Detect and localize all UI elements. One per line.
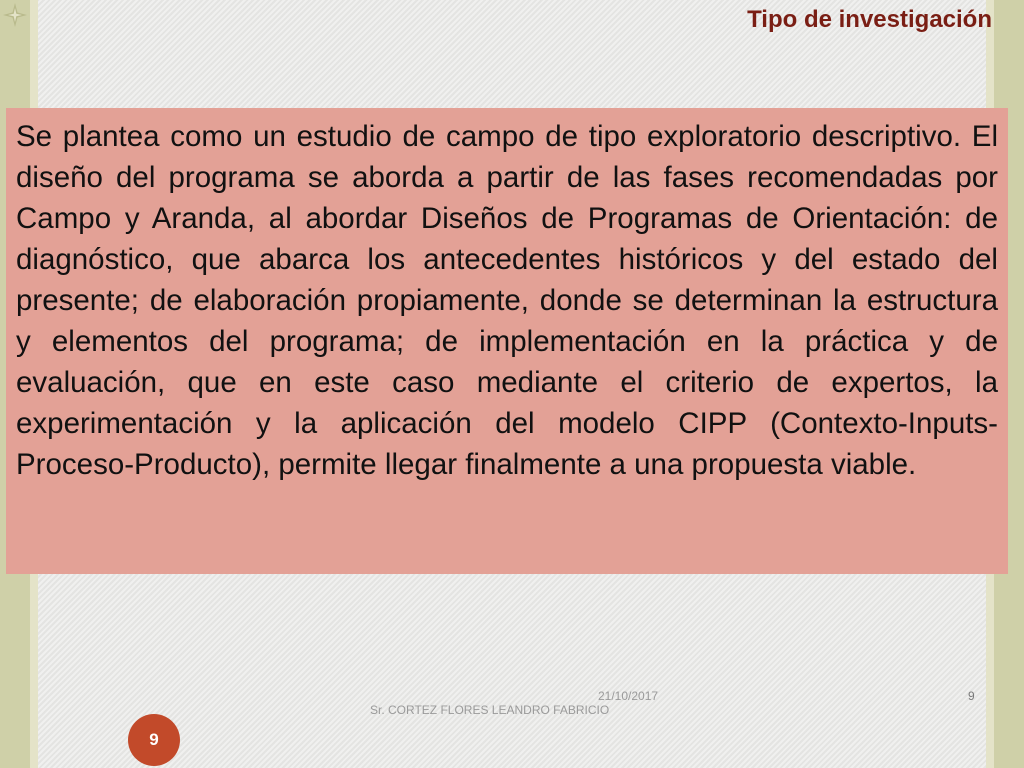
slide-number-badge: 9 [128,714,180,766]
slide-title: Tipo de investigación [747,6,992,33]
footer-date: 21/10/2017 [598,689,659,703]
footer-author: Sr. CORTEZ FLORES LEANDRO FABRICIO [370,703,610,717]
content-box [6,108,1008,574]
body-paragraph: Se plantea como un estudio de campo de tipo exploratorio descriptivo. El diseño del programa se aborda a partir de las fases recomendadas por Campo y Aranda, al abordar Diseños de Programas de Orientación: de diagnóstico, que abarca los antecedentes históricos y del estado del presente; de elaboración propiamente, donde se determinan la estructura y elementos del programa; de implementación en la práctica y de evaluación, que en este caso mediante el criterio de expertos, la experimentación y la aplicación del modelo CIPP (Contexto-Inputs-Proceso-Producto), permite llegar finalmente a una propuesta viable. [16,120,998,481]
footer-page-number: 9 [968,689,975,703]
four-point-star-icon [2,2,28,28]
